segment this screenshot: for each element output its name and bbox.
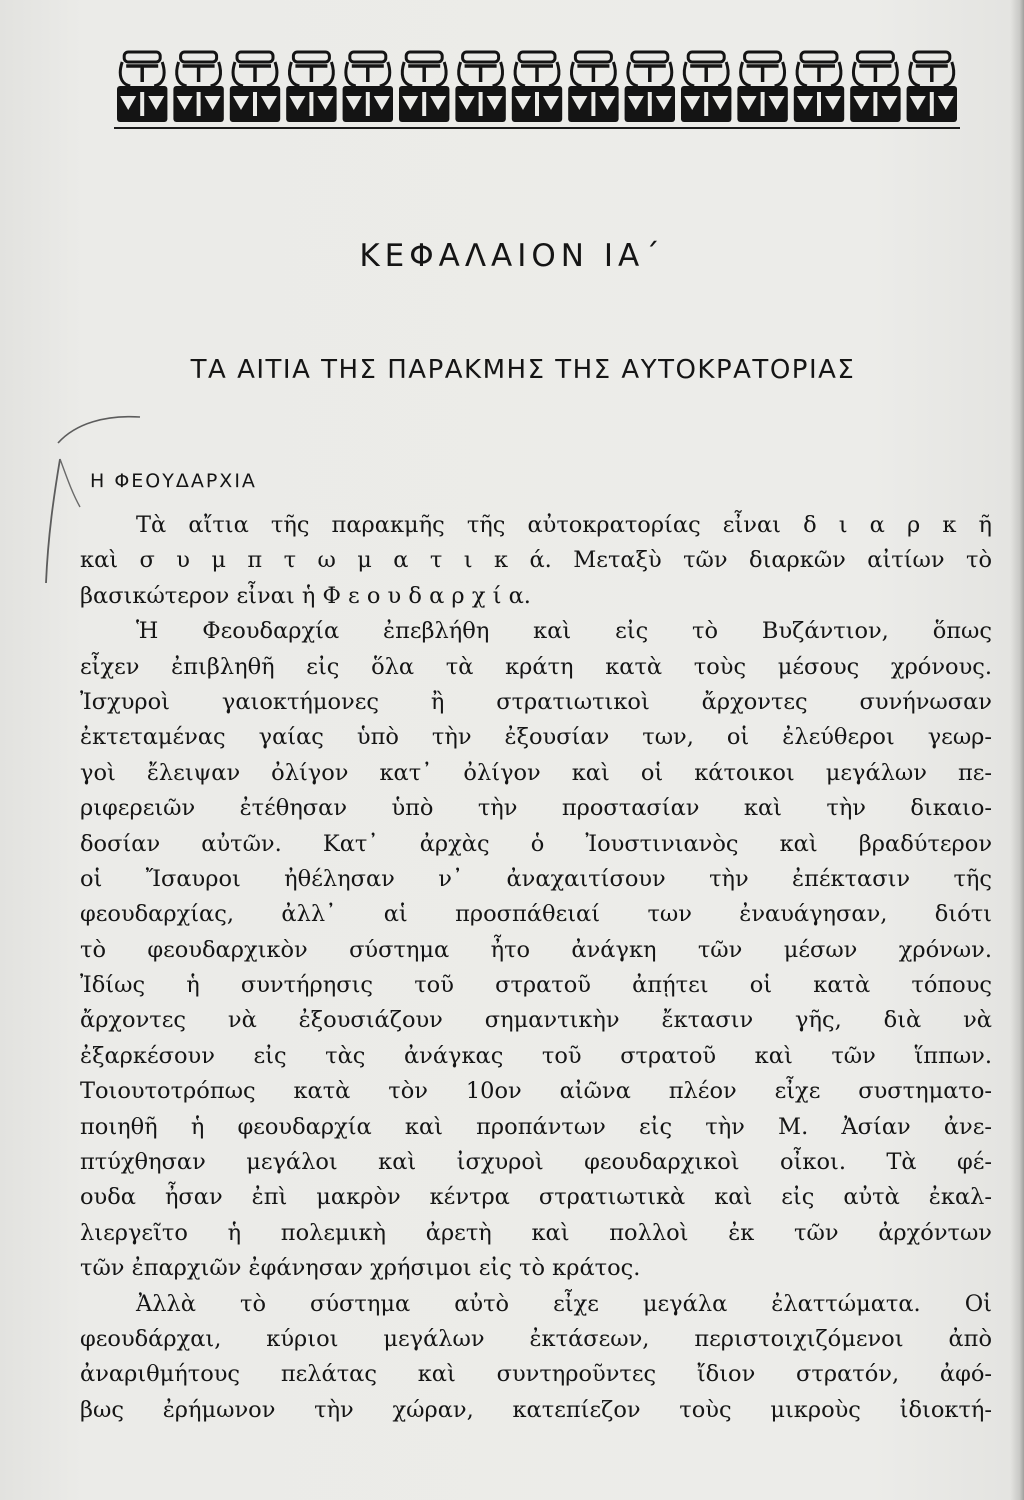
text-line: ἐξαρκέσουν εἰς τὰς ἀνάγκας τοῦ στρατοῦ καὶ τῶν ἵππων.	[80, 1042, 992, 1069]
text-line: λιεργεῖτο ἡ πολεμικὴ ἀρετὴ καὶ πολλοὶ ἐκ τῶν ἀρχόντων	[80, 1219, 992, 1246]
text-line: ριφερειῶν ἐτέθησαν ὑπὸ τὴν προστασίαν καὶ τὴν δικαιο-	[80, 795, 992, 822]
frieze-motif	[512, 52, 562, 122]
text-line: Τὰ αἴτια τῆς παρακμῆς τῆς αὐτοκρατορίας εἶναι δ ι α ρ κ ῆ	[136, 512, 992, 538]
frieze-motif	[625, 52, 675, 122]
text-line: καὶ σ υ μ π τ ω μ α τ ι κ ά. Μεταξὺ τῶν διαρκῶν αἰτίων τὸ	[80, 547, 992, 574]
frieze-rule	[114, 127, 960, 129]
text-line: ἐκτεταμένας γαίας ὑπὸ τὴν ἐξουσίαν των, οἱ ἐλεύθεροι γεωρ-	[80, 724, 992, 751]
ornamental-frieze	[114, 48, 960, 124]
frieze-motif	[173, 52, 223, 122]
text-line: Τοιουτοτρόπως κατὰ τὸν 10ον αἰῶνα πλέον εἶχε συστηματο-	[80, 1078, 992, 1105]
frieze-motif	[681, 52, 731, 122]
frieze-motif	[343, 52, 393, 122]
frieze-motif	[737, 52, 787, 122]
text-line: Ἰδίως ἡ συντήρησις τοῦ στρατοῦ ἀπῄτει οἱ κατὰ τόπους	[80, 972, 992, 999]
chapter-subtitle: ΤΑ ΑΙΤΙΑ ΤΗΣ ΠΑΡΑΚΜΗΣ ΤΗΣ ΑΥΤΟΚΡΑΤΟΡΙΑΣ	[190, 355, 856, 385]
text-line: Ἀλλὰ τὸ σύστημα αὐτὸ εἶχε μεγάλα ἐλαττώματα. Οἱ	[136, 1290, 992, 1317]
text-line: ἄρχοντες νὰ ἐξουσιάζουν σημαντικὴν ἔκτασιν γῆς, διὰ νὰ	[80, 1007, 992, 1034]
text-line: βασικώτερον εἶναι ἡ Φ ε ο υ δ α ρ χ ί α.	[80, 582, 531, 609]
chapter-title: ΚΕΦΑΛΑΙΟΝ ΙΑ΄	[359, 238, 665, 274]
text-line: πτύχθησαν μεγάλοι καὶ ἰσχυροὶ φεουδαρχικοὶ οἶκοι. Τὰ φέ-	[80, 1149, 992, 1176]
frieze-motif	[455, 52, 505, 122]
frieze-motif	[850, 52, 900, 122]
text-line: ἀναριθμήτους πελάτας καὶ συντηροῦντες ἴδιον στρατόν, ἀφό-	[80, 1361, 992, 1388]
text-line: τῶν ἐπαρχιῶν ἐφάνησαν χρήσιμοι εἰς τὸ κράτος.	[80, 1255, 641, 1282]
frieze-motif	[568, 52, 618, 122]
frieze-motif	[286, 52, 336, 122]
page-edge-shadow	[1010, 0, 1024, 1500]
body-text	[80, 508, 992, 1428]
text-line: οἱ Ἴσαυροι ἠθέλησαν ν᾽ ἀναχαιτίσουν τὴν ἐπέκτασιν τῆς	[80, 865, 992, 892]
text-line: τὸ φεουδαρχικὸν σύστημα ἦτο ἀνάγκη τῶν μέσων χρόνων.	[80, 936, 992, 963]
frieze-svg	[114, 48, 960, 124]
frieze-motif	[230, 52, 280, 122]
text-line: ουδα ἦσαν ἐπὶ μακρὸν κέντρα στρατιωτικὰ καὶ εἰς αὐτὰ ἐκαλ-	[80, 1184, 992, 1211]
text-line: γοὶ ἔλειψαν ὀλίγον κατ᾽ ὀλίγον καὶ οἱ κάτοικοι μεγάλων πε-	[80, 759, 992, 786]
frieze-motif	[399, 52, 449, 122]
text-line: δοσίαν αὐτῶν. Κατ᾽ ἀρχὰς ὁ Ἰουστινιανὸς καὶ βραδύτερον	[80, 830, 992, 857]
text-line: ποιηθῆ ἡ φεουδαρχία καὶ προπάντων εἰς τὴν Μ. Ἀσίαν ἀνε-	[80, 1113, 992, 1140]
frieze-motif	[794, 52, 844, 122]
text-line: Ἰσχυροὶ γαιοκτήμονες ἢ στρατιωτικοὶ ἄρχοντες συνήνωσαν	[80, 688, 992, 715]
text-line: φεουδάρχαι, κύριοι μεγάλων ἐκτάσεων, περιστοιχιζόμενοι ἀπὸ	[80, 1325, 992, 1352]
section-heading: Η ΦΕΟΥΔΑΡΧΙΑ	[90, 470, 257, 492]
text-line: εἶχεν ἐπιβληθῆ εἰς ὅλα τὰ κράτη κατὰ τοὺς μέσους χρόνους.	[80, 653, 992, 680]
frieze-motif	[117, 52, 167, 122]
frieze-motif	[907, 52, 957, 122]
text-line: φεουδαρχίας, ἀλλ᾽ αἱ προσπάθειαί των ἐναυάγησαν, διότι	[80, 901, 992, 928]
text-line: βως ἐρήμωνον τὴν χώραν, κατεπίεζον τοὺς μικροὺς ἰδιοκτή-	[80, 1396, 992, 1423]
text-line: Ἡ Φεουδαρχία ἐπεβλήθη καὶ εἰς τὸ Βυζάντιον, ὅπως	[136, 618, 992, 645]
